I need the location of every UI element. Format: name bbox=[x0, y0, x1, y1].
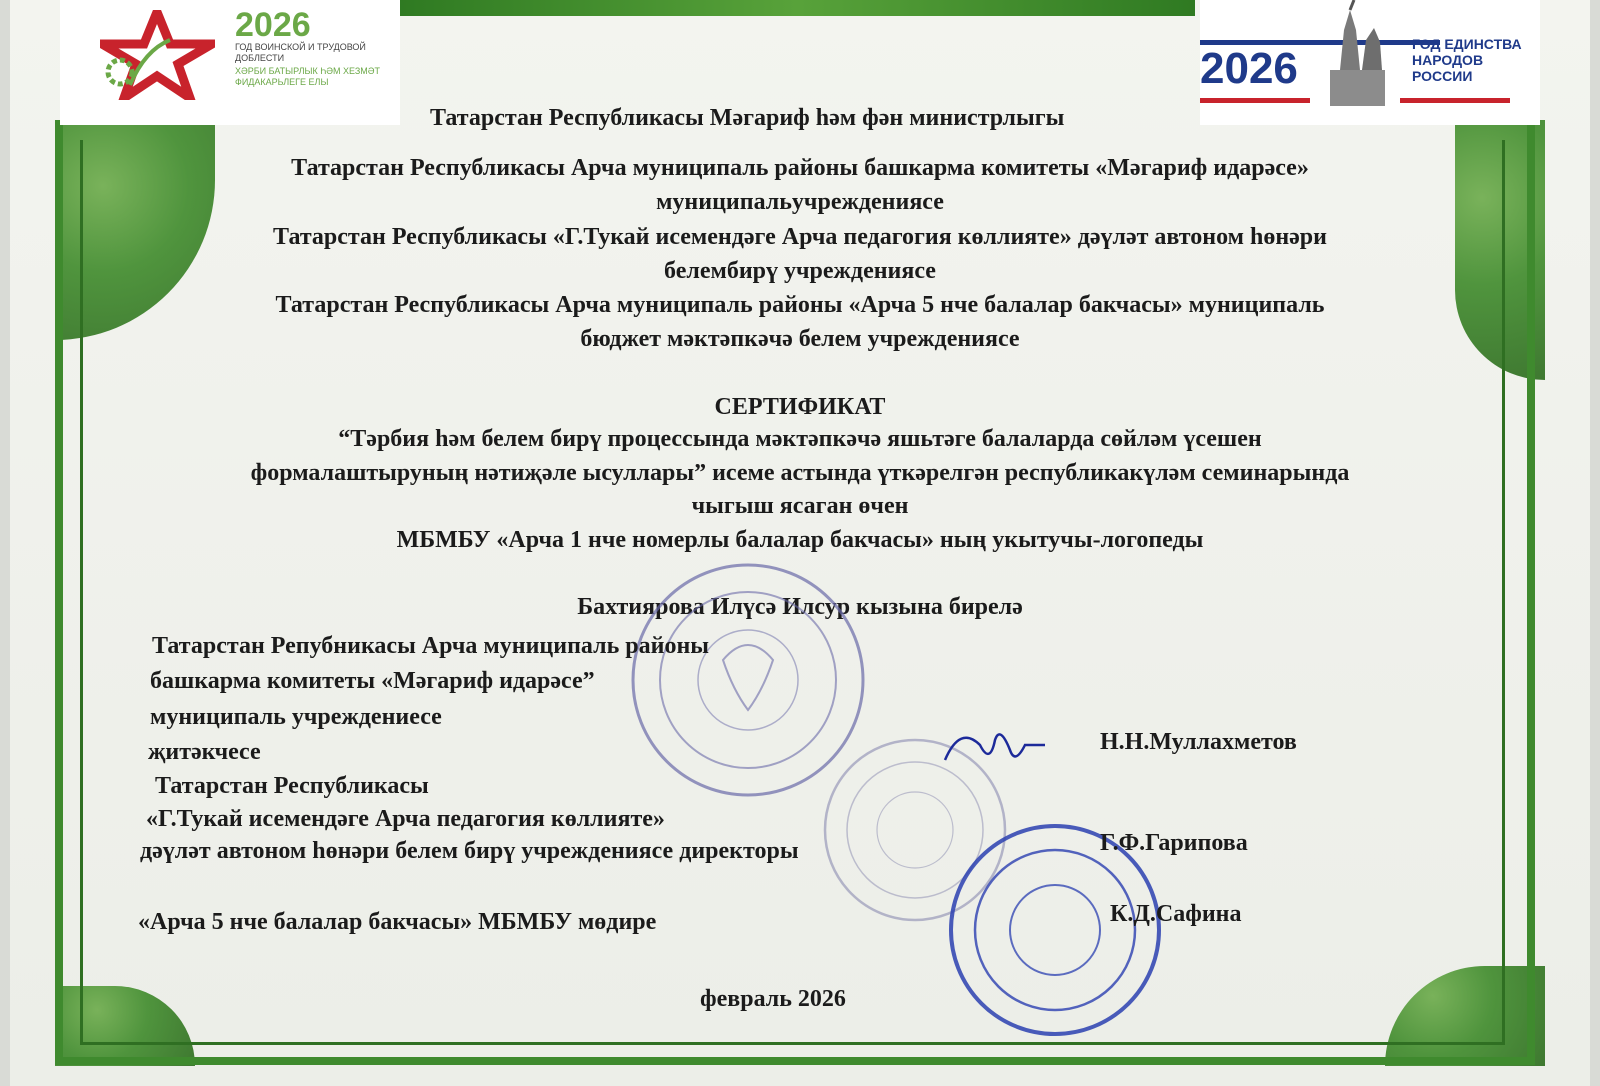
left-logo-caption-ru: ГОД ВОИНСКОЙ И ТРУДОВОЙ ДОБЛЕСТИ bbox=[235, 42, 366, 63]
signatory-3-name: К.Д.Сафина bbox=[1110, 901, 1242, 927]
star-emblem-icon bbox=[100, 10, 215, 100]
signatory-2-line-3: дәүләт автоном һөнәри белем бирү учреждениясе директоры bbox=[140, 838, 799, 864]
logo-year-of-unity bbox=[1200, 0, 1540, 125]
signatory-1-name: Н.Н.Муллахметов bbox=[1100, 729, 1297, 755]
certificate-date: февраль 2026 bbox=[700, 986, 846, 1012]
left-logo-year: 2026 bbox=[235, 6, 311, 44]
top-green-stripe bbox=[400, 0, 1195, 16]
certificate-title: СЕРТИФИКАТ bbox=[714, 394, 886, 420]
signatory-2-line-1: Татарстан Республикасы bbox=[155, 773, 429, 799]
certificate-line-3: чыгыш ясаган өчен bbox=[691, 493, 909, 519]
right-logo-caption: ГОД ЕДИНСТВА НАРОДОВ РОССИИ bbox=[1412, 36, 1522, 84]
header-line-6: Татарстан Республикасы Арча муниципаль районы «Арча 5 нче балалар бакчасы» муниципаль bbox=[275, 292, 1325, 318]
certificate-line-1: “Тәрбия һәм белем бирү процессында мәктәпкәчә яшьтәге балаларда сөйләм үсешен bbox=[338, 426, 1262, 452]
right-logo-year: 2026 bbox=[1200, 44, 1298, 93]
signatory-1-line-1: Татарстан Репубникасы Арча муниципаль районы bbox=[152, 633, 710, 659]
right-logo-red-line-right bbox=[1400, 98, 1510, 103]
header-line-3: муниципальучреждениясе bbox=[656, 189, 944, 215]
header-ministry: Татарстан Республикасы Мәгариф һәм фән министрлыгы bbox=[430, 105, 1065, 131]
header-line-7: бюджет мәктәпкәчә белем учреждениясе bbox=[580, 326, 1020, 352]
signatory-1-line-2: башкарма комитеты «Мәгариф идарәсе” bbox=[150, 668, 595, 694]
recipient-name: Бахтиярова Илүсә Илсур кызына бирелә bbox=[577, 594, 1023, 620]
signatory-2-name: Г.Ф.Гарипова bbox=[1100, 830, 1248, 856]
header-line-2: Татарстан Республикасы Арча муниципаль районы башкарма комитеты «Мәгариф идарәсе» bbox=[291, 155, 1309, 181]
header-line-5: белембирү учреждениясе bbox=[664, 258, 936, 284]
signatory-3-line-1: «Арча 5 нче балалар бакчасы» МБМБУ мөдире bbox=[138, 909, 657, 935]
signatory-1-line-3: муниципаль учреждениесе bbox=[150, 704, 442, 730]
monument-icon bbox=[1310, 0, 1400, 108]
left-logo-caption-tt: ХӘРБИ БАТЫРЛЫК ҺӘМ ХЕЗМӘТ ФИДАКАРЬЛЕГЕ ЕЛЫ bbox=[235, 66, 381, 87]
header-line-4: Татарстан Республикасы «Г.Тукай исемендәге Арча педагогия көллияте» дәүләт автоном һөнәри bbox=[273, 224, 1327, 250]
signatory-2-line-2: «Г.Тукай исемендәге Арча педагогия көллияте» bbox=[146, 806, 665, 832]
certificate-line-2: формалаштыруның нәтиҗәле ысуллары” исеме астында үткәрелгән республикакүләм семинарында bbox=[250, 460, 1350, 486]
certificate-line-4: МБМБУ «Арча 1 нче номерлы балалар бакчасы» ның укытучы-логопеды bbox=[396, 527, 1204, 553]
signature-icon bbox=[940, 720, 1050, 780]
logo-year-of-military-valor bbox=[60, 0, 400, 125]
right-logo-red-line-left bbox=[1200, 98, 1310, 103]
signatory-1-line-4: җитәкчесе bbox=[148, 739, 261, 765]
